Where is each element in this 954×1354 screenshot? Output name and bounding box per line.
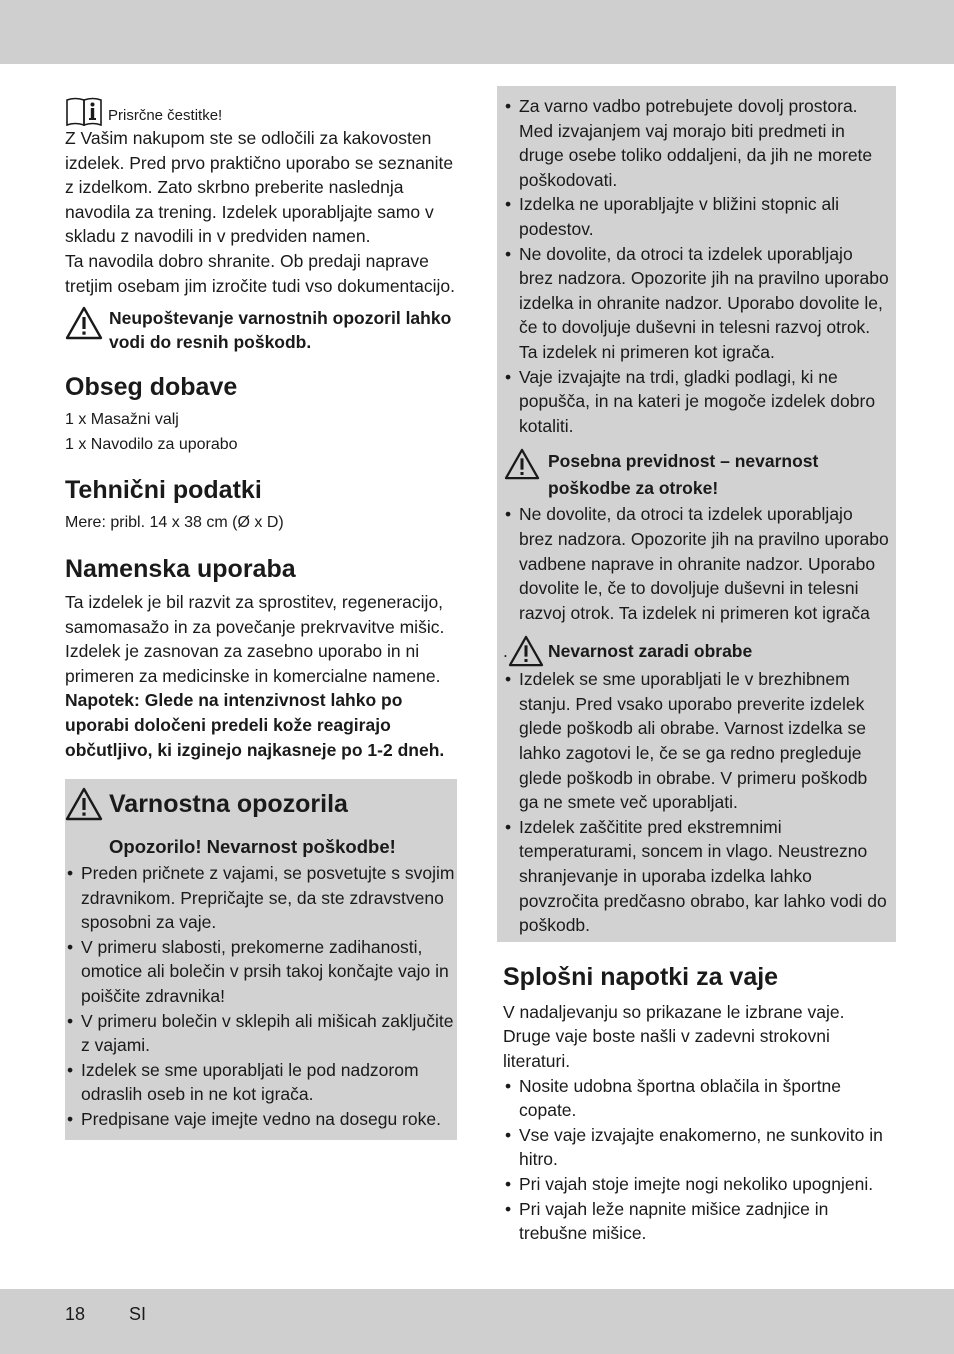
scope-item: 1 x Masažni valj [65,411,179,429]
children-warning [503,448,890,502]
read-manual-icon [65,96,103,126]
list-item: • Izdelek se sme uporabljati le pod nadzorom odraslih oseb in ne kot igrača. [65,1058,457,1107]
intended-note: Napotek: Glede na intenzivnost lahko po uporabi določeni predeli kože reagirajo občutljivo, ki izginejo najkasneje po 1-2 dneh. [65,690,445,760]
header-band [0,0,954,64]
warning-triangle-icon [65,306,103,340]
warning-triangle-icon [65,787,103,821]
safety-continued-list [503,94,890,438]
list-item: • V primeru bolečin v sklepih ali mišicah zaključite z vajami. [65,1009,457,1058]
general-title: Splošni napotki za vaje [503,962,779,991]
scope-item: 1 x Navodilo za uporabo [65,435,238,453]
general-text: V nadaljevanju so prikazane le izbrane vaje. Druge vaje boste našli v zadevni strokovni literaturi. [503,1001,845,1071]
children-warning-text: Posebna previdnost – nevarnost poškodbe za otroke! [548,451,819,499]
tech-section [65,475,457,536]
list-item: • Preden pričnete z vajami, se posvetujte s svojim zdravnikom. Prepričajte se, da ste zdravstveno sposobni za vaje. [65,861,457,935]
list-item: • Pri vajah leže napnite mišice zadnjice in trebušne mišice. [503,1197,896,1246]
list-item: • Za varno vadbo potrebujete dovolj prostora. Med izvajanjem vaj morajo biti predmeti in druge osebe toliko oddaljeni, da jih ne morete poškodovati. [503,94,890,192]
list-item: • Vse vaje izvajajte enakomerno, ne sunkovito in hitro. [503,1123,896,1172]
wear-warning-text: Nevarnost zaradi obrabe [548,641,753,662]
wear-list [503,667,890,938]
wear-warning [503,635,890,667]
list-item: • Izdelek zaščitite pred ekstremnimi temperaturami, soncem in vlago. Neustrezno shranjevanje in uporaba izdelka lahko povzročita predčasno obrabo, kar lahko vodi do poškodb. [503,815,890,938]
intro-paragraph-1: Z Vašim nakupom ste se odločili za kakovosten izdelek. Pred prvo praktično uporabo se seznanite z izdelkom. Zato skrbno preberite naslednja navodila za trening. Izdelek uporabljajte samo v skladu z navodili in v predviden namen. [65,128,454,247]
greeting-text: Prisrčne čestitke! [108,107,223,124]
safety-continued-box [497,86,896,942]
intended-section [65,554,457,762]
scope-section [65,372,457,457]
list-item: • Pri vajah stoje imejte nogi nekoliko upognjeni. [503,1172,896,1197]
list-item: • Ne dovolite, da otroci ta izdelek uporabljajo brez nadzora. Opozorite jih na pravilno uporabo vadbene naprave in ohranite nadzor. Uporabo dovolite le, če to dovoljuje duševni in telesni razvoj otrok. Ta izdelek ni primeren kot igrača [503,502,890,625]
children-list [503,502,890,625]
list-item: • V primeru slabosti, prekomerne zadihanosti, omotice ali bolečin v prsih takoj končajte vajo in poiščite zdravnika! [65,935,457,1009]
list-item: • Predpisane vaje imejte vedno na dosegu roke. [65,1107,457,1132]
page-number: 18 [65,1304,86,1324]
intended-title: Namenska uporaba [65,554,296,583]
general-section [497,962,896,1246]
tech-dimensions: Mere: pribl. 14 x 38 cm (Ø x D) [65,514,284,532]
intro-greeting-line [65,96,457,126]
right-column [497,86,896,1246]
injury-warning-text: Neupoštevanje varnostnih opozoril lahko vodi do resnih poškodb. [109,308,452,353]
tech-title: Tehnični podatki [65,476,262,505]
scope-title: Obseg dobave [65,373,238,402]
language-code: SI [129,1304,147,1324]
warning-triangle-icon [507,635,545,667]
intro-paragraph-2: Ta navodila dobro shranite. Ob predaji naprave tretjim osebam jim izročite tudi vso dokumentacijo. [65,250,456,296]
safety-subtitle: Opozorilo! Nevarnost poškodbe! [109,836,396,858]
list-item: • Izdelek se sme uporabljati le v brezhibnem stanju. Pred vsako uporabo preverite izdelek glede poškodb ali obrabe. Varnost izdelka se lahko zagotovi le, če se ga redno pregleduje glede poškodb in obrabe. V primeru poškodb ga ne smete več uporabljati. [503,667,890,815]
general-list [503,1074,896,1246]
warning-triangle-icon [503,448,541,480]
left-column [65,96,457,1140]
list-item: • Izdelka ne uporabljajte v bližini stopnic ali podestov. [503,192,890,241]
safety-title: Varnostna opozorila [109,790,348,819]
intended-text: Ta izdelek je bil razvit za sprostitev, regeneracijo, samomasažo in za povečanje prekrvavitve mišic. Izdelek je zasnovan za zasebno uporabo in ni primeren za medicinske in komercialne namene. [65,591,445,686]
list-item: • Nosite udobna športna oblačila in športne copate. [503,1074,896,1123]
safety-list [65,861,457,1132]
safety-header [65,787,457,821]
list-item: • Vaje izvajajte na trdi, gladki podlagi, ki ne popušča, in na kateri je mogoče izdelek dobro kotaliti. [503,365,890,439]
injury-warning [65,306,457,354]
safety-box [65,779,457,1140]
list-item: • Ne dovolite, da otroci ta izdelek uporabljajo brez nadzora. Opozorite jih na pravilno uporabo izdelka in ohranite nadzor. Uporabo dovolite le, če to dovoljuje duševni in telesni razvoj otrok. Ta izdelek ni primeren kot igrača. [503,242,890,365]
wear-lead-dot: . [503,640,508,661]
